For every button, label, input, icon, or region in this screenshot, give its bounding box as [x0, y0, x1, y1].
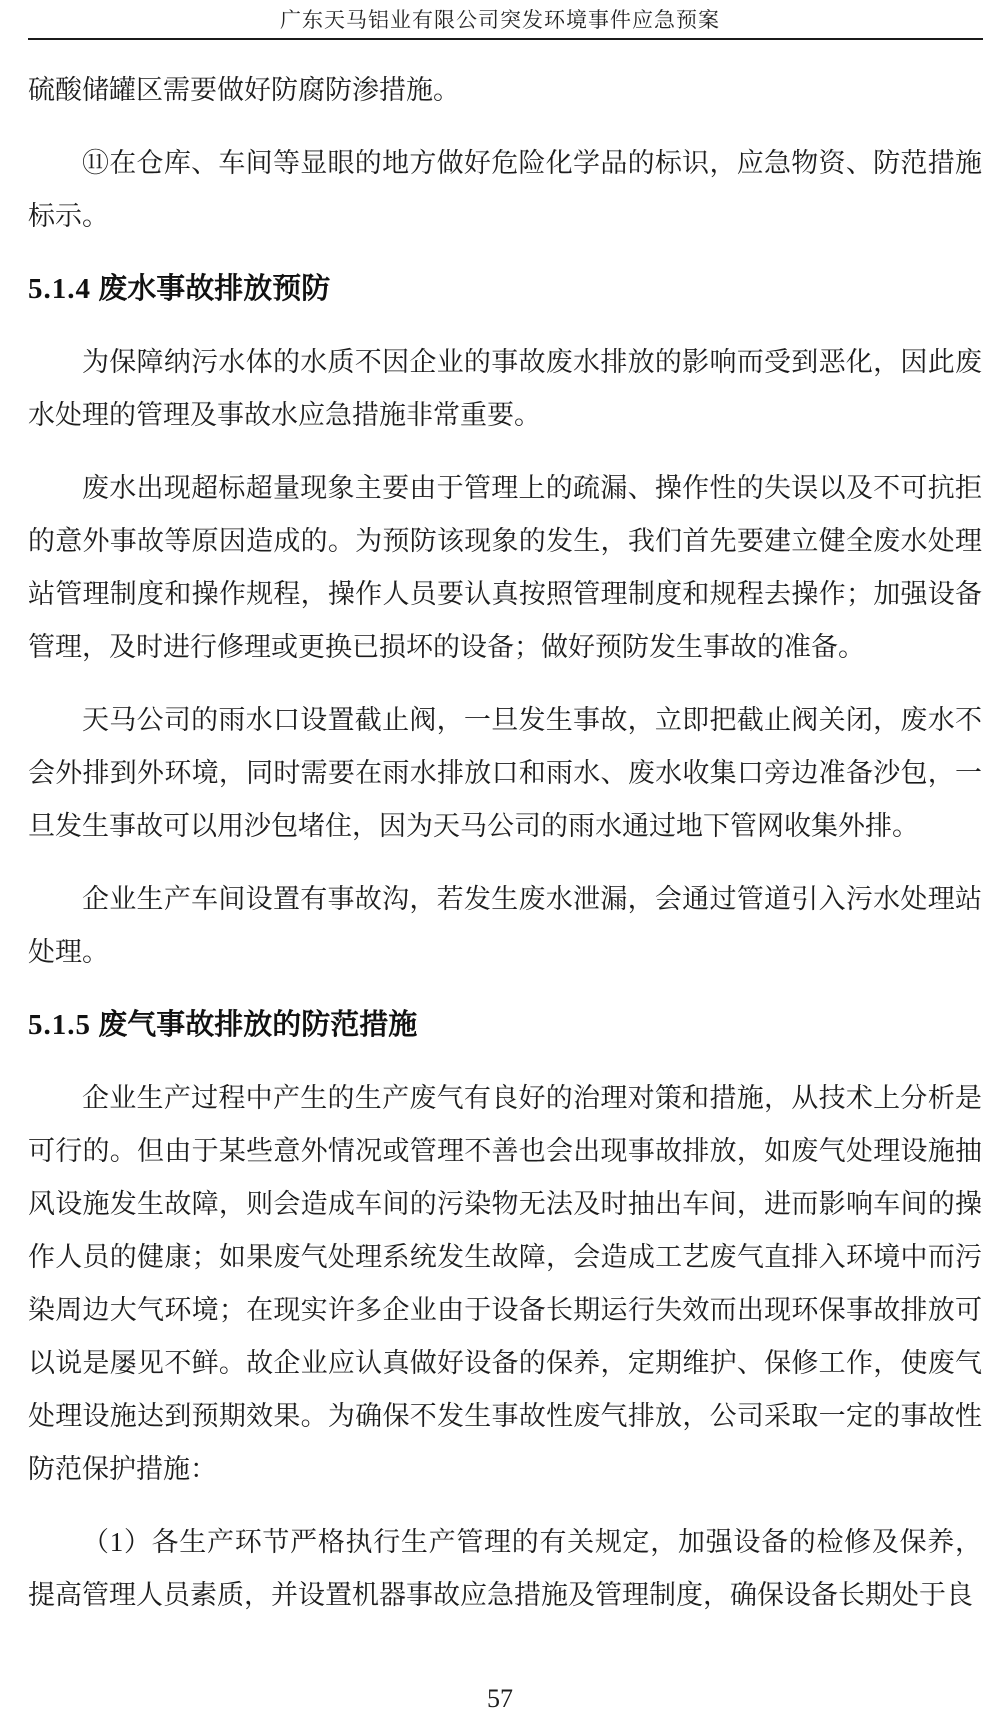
- paragraph: 为保障纳污水体的水质不因企业的事故废水排放的影响而受到恶化，因此废水处理的管理及事故水应急措施非常重要。: [28, 347, 982, 430]
- page-number: 57: [487, 1684, 513, 1713]
- page-header: [0, 0, 1000, 40]
- page-footer: [0, 1684, 1000, 1714]
- paragraph: 天马公司的雨水口设置截止阀，一旦发生事故，立即把截止阀关闭，废水不会外排到外环境，同时需要在雨水排放口和雨水、废水收集口旁边准备沙包，一旦发生事故可以用沙包堵住，因为天马公司的雨水通过地下管网收集外排。: [28, 705, 982, 841]
- section-number: 5.1.4: [28, 273, 91, 305]
- paragraph: ⑪在仓库、车间等显眼的地方做好危险化学品的标识，应急物资、防范措施标示。: [28, 148, 982, 231]
- section-title: 废气事故排放的防范措施: [91, 1009, 418, 1041]
- document-body: [28, 40, 982, 1622]
- section-heading: [28, 263, 982, 316]
- paragraph: 企业生产过程中产生的生产废气有良好的治理对策和措施，从技术上分析是可行的。但由于某些意外情况或管理不善也会出现事故排放，如废气处理设施抽风设施发生故障，则会造成车间的污染物无法及时抽出车间，进而影响车间的操作人员的健康；如果废气处理系统发生故障，会造成工艺废气直排入环境中而污染周边大气环境；在现实许多企业由于设备长期运行失效而出现环保事故排放可以说是屡见不鲜。故企业应认真做好设备的保养，定期维护、保修工作，使废气处理设施达到预期效果。为确保不发生事故性废气排放，公司采取一定的事故性防范保护措施：: [28, 1083, 982, 1484]
- section-heading: [28, 999, 982, 1052]
- section-title: 废水事故排放预防: [91, 273, 331, 305]
- paragraph: （1）各生产环节严格执行生产管理的有关规定，加强设备的检修及保养，提高管理人员素质，并设置机器事故应急措施及管理制度，确保设备长期处于良: [28, 1527, 982, 1610]
- header-title: 广东天马铝业有限公司突发环境事件应急预案: [280, 8, 720, 32]
- paragraph: 废水出现超标超量现象主要由于管理上的疏漏、操作性的失误以及不可抗拒的意外事故等原因造成的。为预防该现象的发生，我们首先要建立健全废水处理站管理制度和操作规程，操作人员要认真按照管理制度和规程去操作；加强设备管理，及时进行修理或更换已损坏的设备；做好预防发生事故的准备。: [28, 473, 982, 662]
- section-number: 5.1.5: [28, 1009, 91, 1041]
- paragraph: 企业生产车间设置有事故沟，若发生废水泄漏，会通过管道引入污水处理站处理。: [28, 884, 982, 967]
- paragraph: 硫酸储罐区需要做好防腐防渗措施。: [28, 75, 460, 105]
